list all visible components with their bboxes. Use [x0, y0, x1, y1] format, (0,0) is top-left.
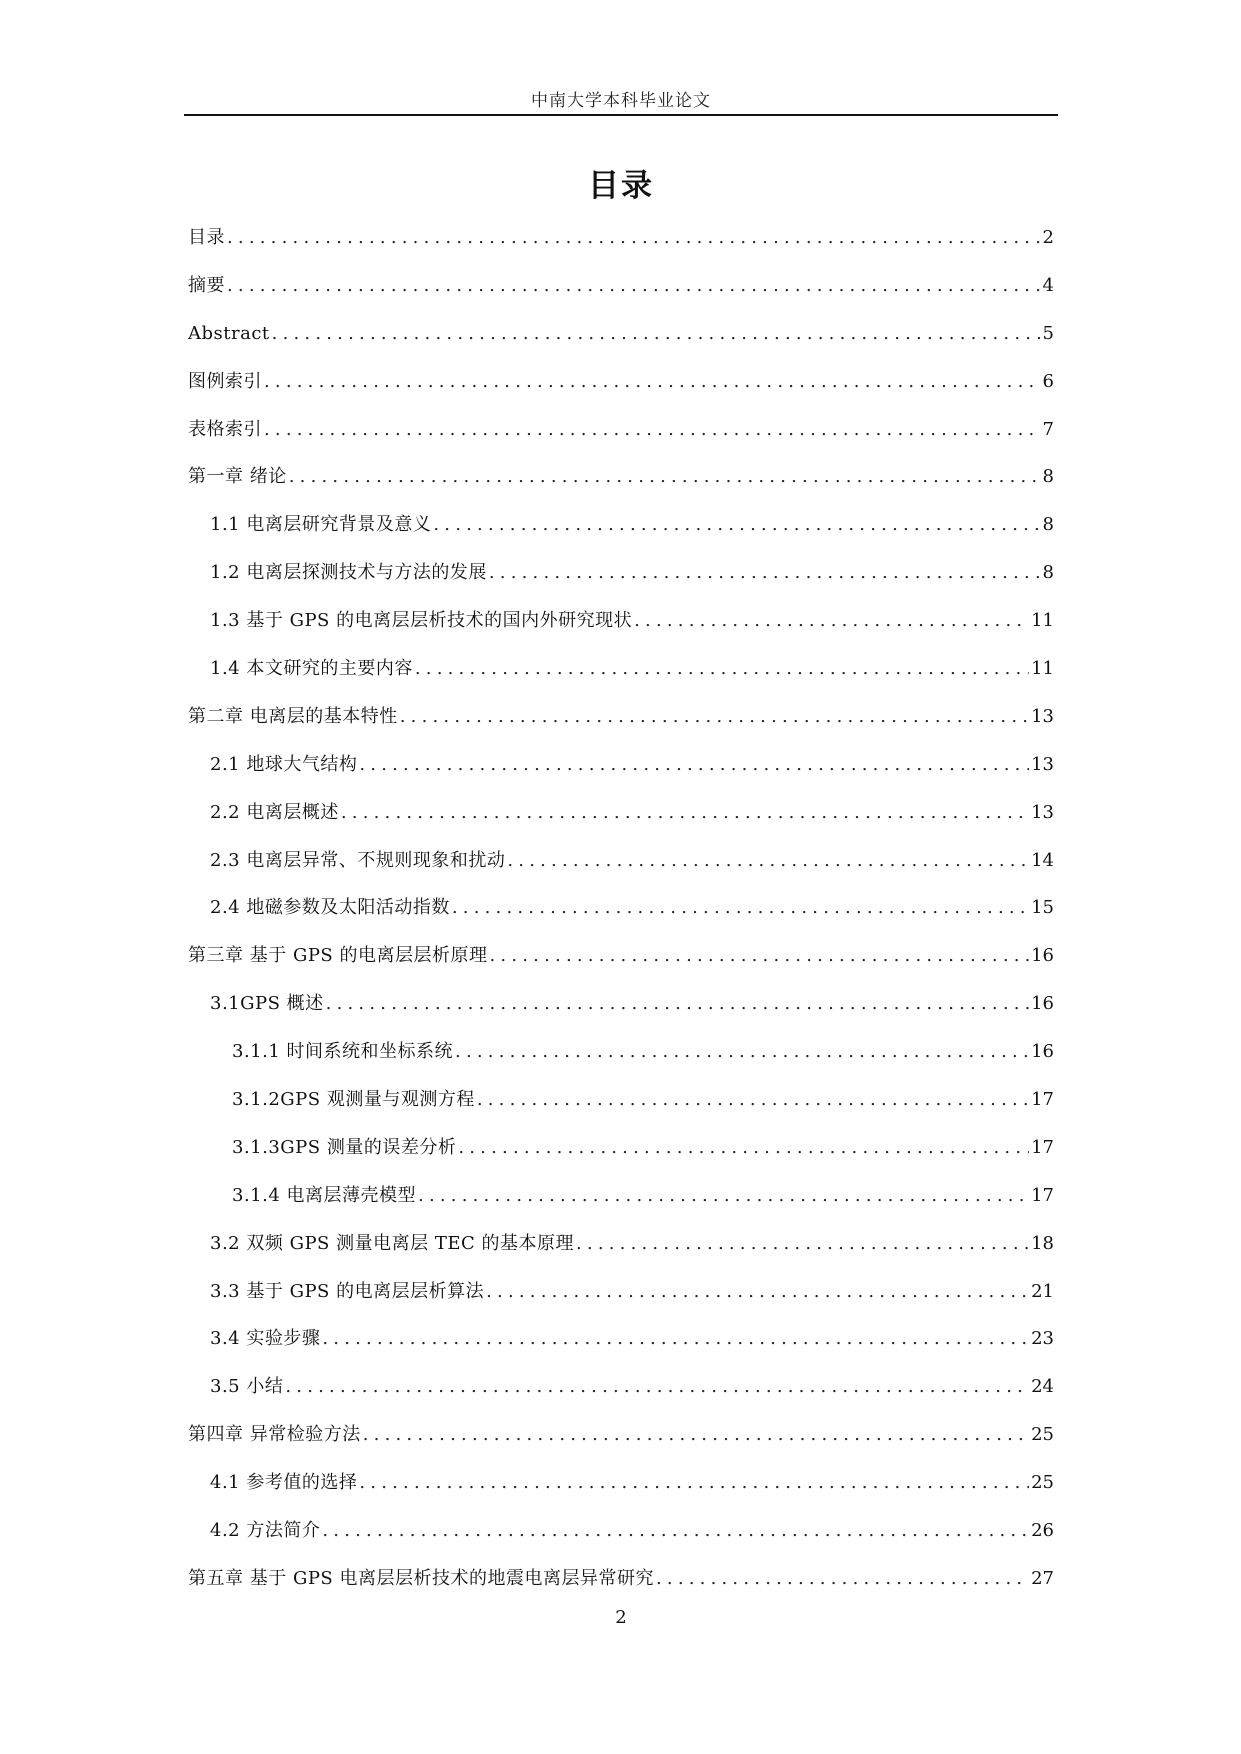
toc-entry[interactable]	[188, 310, 1054, 358]
toc-dot-leader	[418, 1172, 1029, 1220]
toc-entry-title: 第四章 异常检验方法	[188, 1424, 361, 1446]
toc-entry[interactable]	[188, 1411, 1054, 1459]
toc-entry-title: 第二章 电离层的基本特性	[188, 705, 398, 727]
toc-entry-title: 3.1.4 电离层薄壳模型	[232, 1184, 417, 1206]
toc-entry[interactable]	[188, 884, 1054, 932]
toc-entry-title: 3.1.1 时间系统和坐标系统	[232, 1041, 454, 1063]
toc-entry[interactable]	[188, 1459, 1054, 1507]
toc-entry-page-number: 17	[1031, 1089, 1054, 1111]
toc-entry[interactable]	[188, 980, 1054, 1028]
toc-entry-page-number: 17	[1031, 1184, 1054, 1206]
toc-dot-leader	[264, 406, 1041, 454]
toc-entry-title: 3.3 基于 GPS 的电离层层析算法	[210, 1280, 485, 1302]
toc-entry[interactable]	[188, 358, 1054, 406]
toc-list	[188, 214, 1054, 1603]
header-rule	[184, 114, 1058, 116]
toc-entry-page-number: 27	[1031, 1567, 1054, 1589]
toc-entry-title: 第一章 绪论	[188, 466, 287, 488]
toc-entry-title: 1.3 基于 GPS 的电离层层析技术的国内外研究现状	[210, 610, 633, 632]
toc-dot-leader	[415, 645, 1029, 693]
toc-entry[interactable]	[188, 789, 1054, 837]
toc-dot-leader	[264, 358, 1041, 406]
toc-entry-page-number: 17	[1031, 1136, 1054, 1158]
toc-entry-title: 第三章 基于 GPS 的电离层层析原理	[188, 945, 488, 967]
toc-entry-page-number: 5	[1042, 322, 1054, 344]
toc-entry-page-number: 16	[1031, 945, 1054, 967]
toc-dot-leader	[227, 262, 1041, 310]
toc-entry-page-number: 13	[1031, 705, 1054, 727]
toc-entry[interactable]	[188, 453, 1054, 501]
toc-entry[interactable]	[188, 214, 1054, 262]
toc-entry-page-number: 8	[1042, 466, 1054, 488]
toc-entry[interactable]	[188, 501, 1054, 549]
toc-dot-leader	[458, 1124, 1029, 1172]
toc-entry-title: 3.4 实验步骤	[210, 1328, 321, 1350]
toc-entry[interactable]	[188, 1315, 1054, 1363]
toc-dot-leader	[656, 1555, 1029, 1603]
toc-dot-leader	[507, 837, 1029, 885]
toc-entry-page-number: 6	[1042, 370, 1054, 392]
toc-entry-title: 摘要	[188, 274, 225, 296]
toc-entry[interactable]	[188, 1172, 1054, 1220]
toc-entry-page-number: 26	[1031, 1520, 1054, 1542]
toc-entry-page-number: 25	[1031, 1472, 1054, 1494]
toc-entry-title: 1.1 电离层研究背景及意义	[210, 514, 432, 536]
toc-entry-page-number: 7	[1042, 418, 1054, 440]
toc-dot-leader	[322, 1315, 1029, 1363]
toc-entry-page-number: 21	[1031, 1280, 1054, 1302]
toc-entry-page-number: 25	[1031, 1424, 1054, 1446]
toc-entry-title: 3.5 小结	[210, 1376, 284, 1398]
toc-dot-leader	[576, 1220, 1029, 1268]
toc-entry-page-number: 8	[1042, 562, 1054, 584]
toc-dot-leader	[227, 214, 1041, 262]
toc-entry-title: 2.4 地磁参数及太阳活动指数	[210, 897, 450, 919]
toc-entry-title: 2.2 电离层概述	[210, 801, 339, 823]
toc-dot-leader	[359, 1459, 1029, 1507]
toc-entry-title: 第五章 基于 GPS 电离层层析技术的地震电离层异常研究	[188, 1567, 654, 1589]
toc-entry-page-number: 18	[1031, 1232, 1054, 1254]
toc-entry-title: 表格索引	[188, 418, 262, 440]
toc-entry-title: 1.4 本文研究的主要内容	[210, 658, 413, 680]
toc-dot-leader	[490, 932, 1030, 980]
toc-entry-title: 目录	[188, 227, 225, 248]
toc-dot-leader	[285, 1363, 1029, 1411]
toc-entry[interactable]	[188, 1507, 1054, 1555]
toc-entry-title: 3.2 双频 GPS 测量电离层 TEC 的基本原理	[210, 1232, 574, 1254]
running-header: 中南大学本科毕业论文	[531, 91, 711, 111]
toc-entry[interactable]	[188, 1555, 1054, 1603]
toc-entry[interactable]	[188, 262, 1054, 310]
toc-entry-page-number: 16	[1031, 993, 1054, 1015]
toc-dot-leader	[455, 1028, 1029, 1076]
toc-dot-leader	[486, 1268, 1029, 1316]
toc-title: 目录	[588, 168, 654, 204]
toc-dot-leader	[272, 310, 1041, 358]
toc-entry[interactable]	[188, 406, 1054, 454]
toc-entry-page-number: 4	[1042, 274, 1054, 296]
toc-entry[interactable]	[188, 693, 1054, 741]
toc-entry[interactable]	[188, 1363, 1054, 1411]
toc-dot-leader	[489, 549, 1041, 597]
toc-dot-leader	[363, 1411, 1029, 1459]
toc-dot-leader	[341, 789, 1029, 837]
toc-entry[interactable]	[188, 837, 1054, 885]
toc-dot-leader	[477, 1076, 1029, 1124]
toc-dot-leader	[634, 597, 1029, 645]
toc-entry[interactable]	[188, 1076, 1054, 1124]
toc-entry-title: 3.1.2GPS 观测量与观测方程	[232, 1089, 475, 1111]
toc-entry[interactable]	[188, 1124, 1054, 1172]
toc-entry-title: 3.1.3GPS 测量的误差分析	[232, 1136, 457, 1158]
toc-dot-leader	[289, 453, 1041, 501]
toc-entry-title: 2.1 地球大气结构	[210, 753, 358, 775]
toc-entry[interactable]	[188, 1268, 1054, 1316]
toc-entry-title: 图例索引	[188, 370, 262, 392]
toc-dot-leader	[359, 741, 1029, 789]
page-number: 2	[615, 1607, 627, 1628]
toc-entry-page-number: 15	[1031, 897, 1054, 919]
toc-entry-title: 4.1 参考值的选择	[210, 1472, 358, 1494]
toc-entry[interactable]	[188, 597, 1054, 645]
toc-dot-leader	[326, 980, 1029, 1028]
toc-entry-page-number: 16	[1031, 1041, 1054, 1063]
toc-entry[interactable]	[188, 1220, 1054, 1268]
toc-entry-page-number: 13	[1031, 801, 1054, 823]
toc-entry-page-number: 13	[1031, 753, 1054, 775]
toc-entry-page-number: 8	[1042, 514, 1054, 536]
toc-dot-leader	[322, 1507, 1029, 1555]
toc-entry-page-number: 2	[1042, 227, 1054, 248]
toc-dot-leader	[452, 884, 1029, 932]
toc-entry-page-number: 23	[1031, 1328, 1054, 1350]
toc-entry-title: 4.2 方法简介	[210, 1520, 321, 1542]
toc-entry[interactable]	[188, 645, 1054, 693]
toc-dot-leader	[400, 693, 1029, 741]
toc-entry-page-number: 24	[1031, 1376, 1054, 1398]
toc-entry-page-number: 11	[1031, 610, 1054, 632]
toc-entry-page-number: 14	[1031, 849, 1054, 871]
toc-entry-title: 2.3 电离层异常、不规则现象和扰动	[210, 849, 506, 871]
toc-entry-title: 1.2 电离层探测技术与方法的发展	[210, 562, 487, 584]
toc-entry-title: 3.1GPS 概述	[210, 993, 324, 1015]
toc-entry[interactable]	[188, 741, 1054, 789]
toc-dot-leader	[433, 501, 1040, 549]
toc-entry[interactable]	[188, 1028, 1054, 1076]
toc-entry-page-number: 11	[1031, 658, 1054, 680]
toc-entry[interactable]	[188, 549, 1054, 597]
toc-entry[interactable]	[188, 932, 1054, 980]
toc-entry-title: Abstract	[188, 322, 270, 344]
